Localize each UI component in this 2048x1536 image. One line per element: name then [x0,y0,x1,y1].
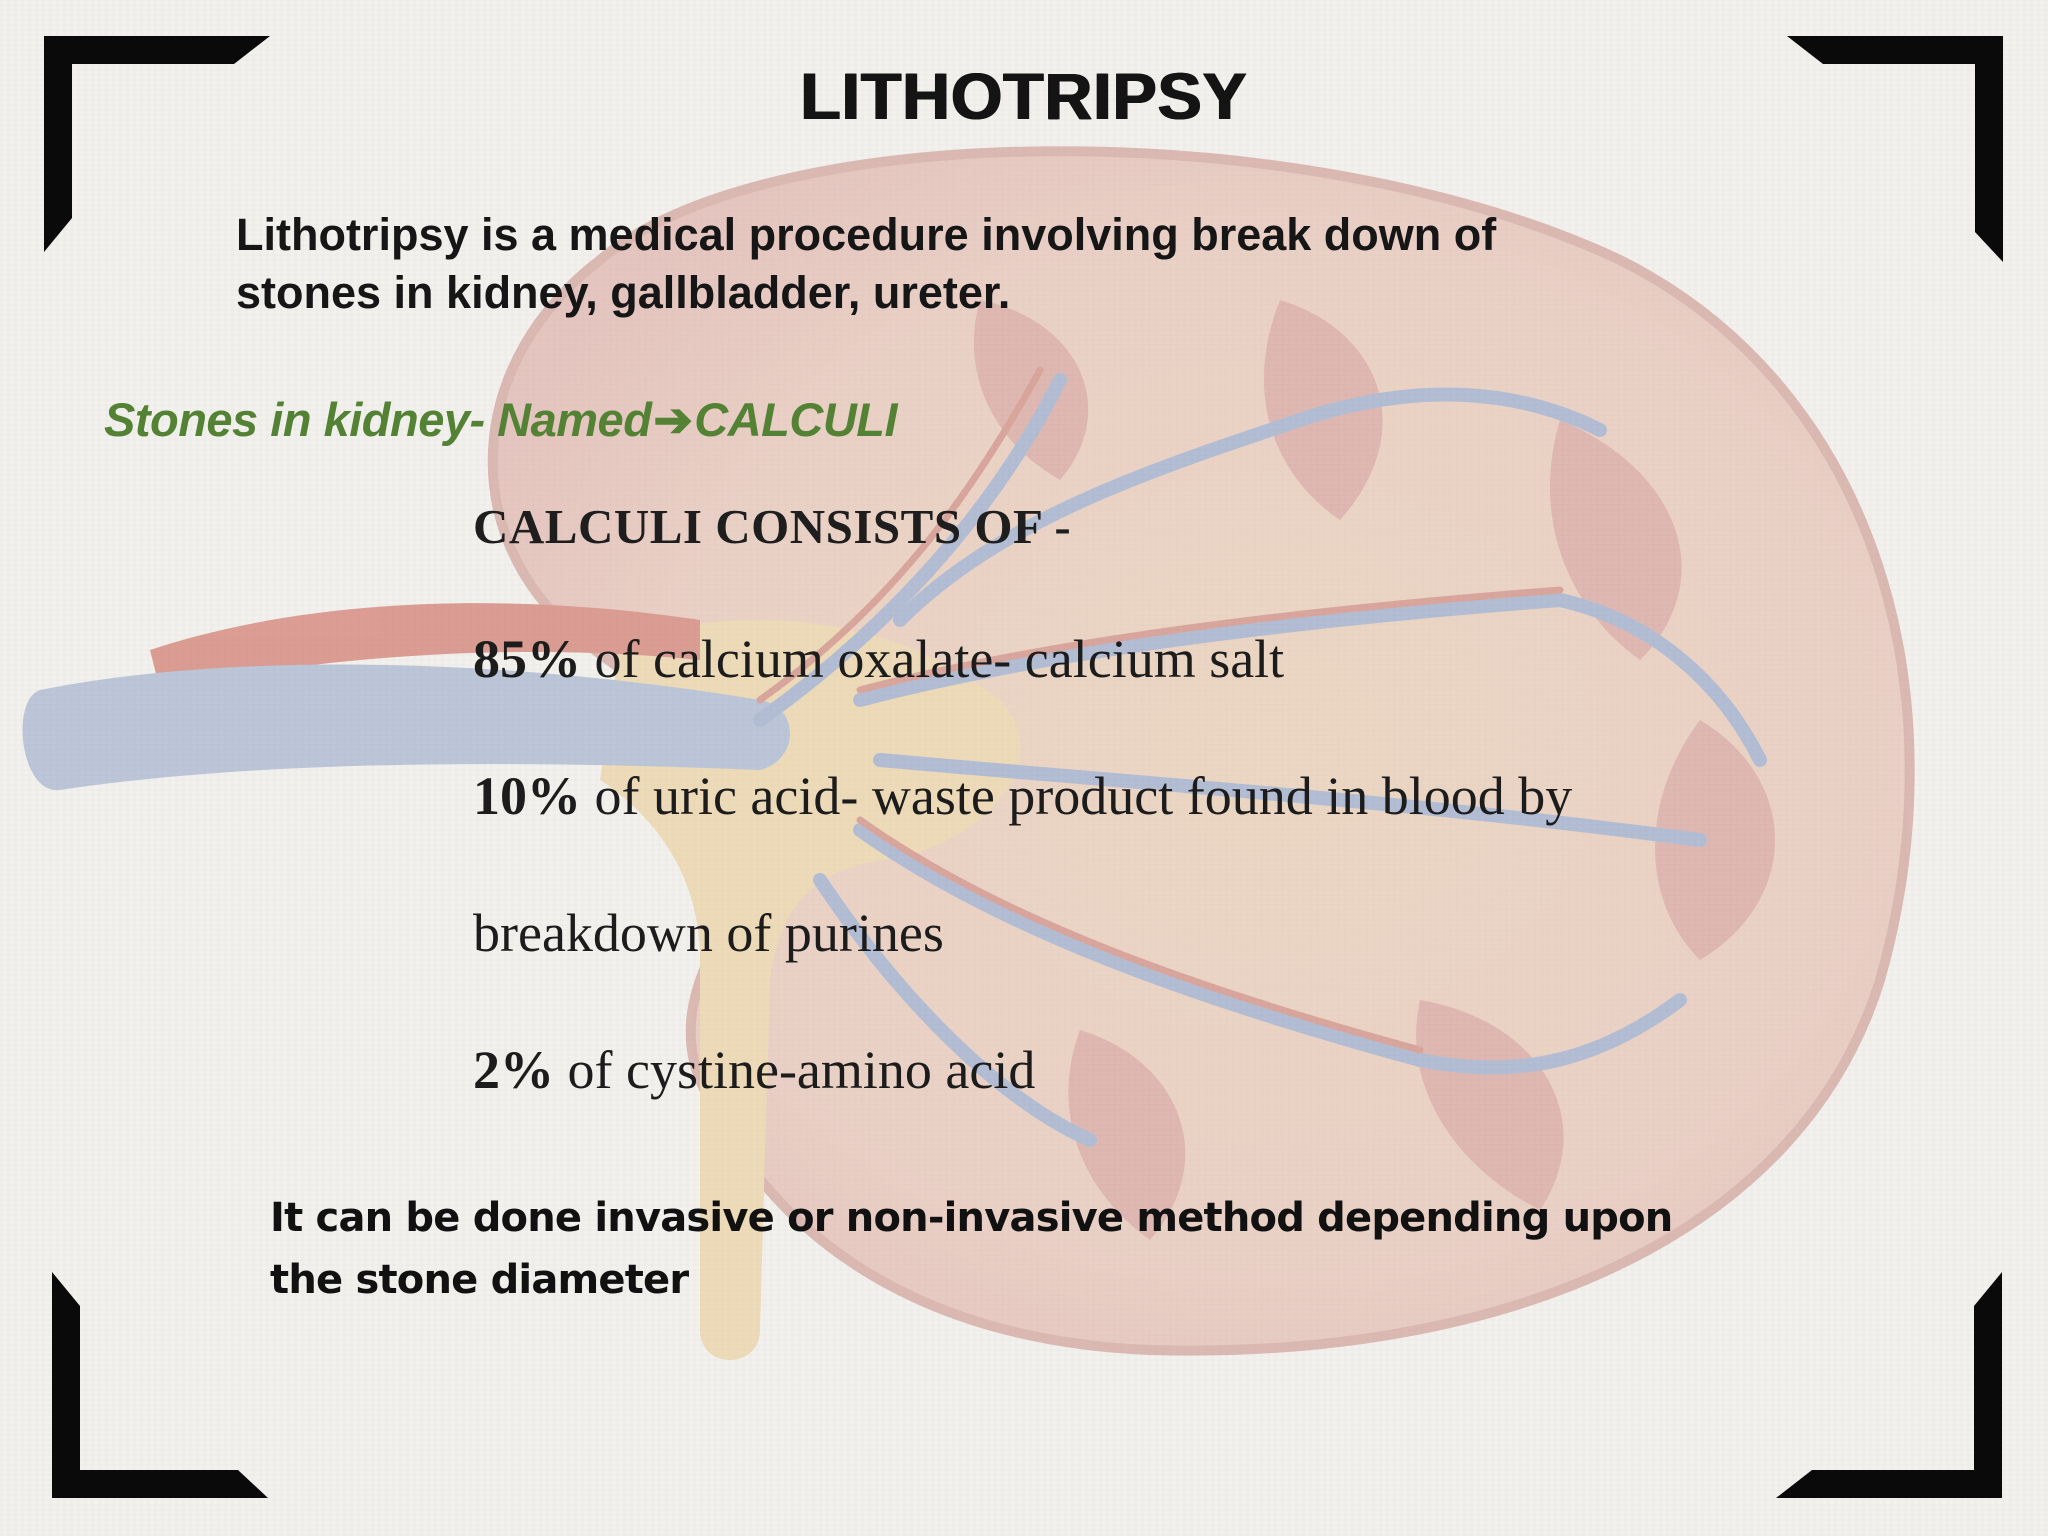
slide-title: LITHOTRIPSY [800,59,1248,133]
corner-bracket-bottom-left [52,1272,272,1502]
corner-bracket-bottom-right [1776,1272,2006,1502]
composition-percent: 85% [473,629,581,689]
composition-text: of calcium oxalate- calcium salt [581,629,1285,689]
composition-percent: 10% [473,766,581,826]
composition-item [473,628,1284,690]
composition-item [473,1039,1035,1101]
subhead-term: CALCULI [694,393,898,446]
right-arrow-icon: ➔ [653,393,693,446]
intro-line-1: Lithotripsy is a medical procedure involving break down of [236,209,1497,260]
composition-text: of uric acid- waste product found in blood by [581,766,1573,826]
method-note-line-2: the stone diameter [270,1257,689,1303]
method-note [270,1187,1720,1311]
composition-text: breakdown of purines [473,903,944,963]
calculi-subheading [104,392,897,448]
intro-paragraph [236,206,1796,322]
intro-line-2: stones in kidney, gallbladder, ureter. [236,267,1011,318]
subhead-prefix: Stones in kidney- Named [104,393,652,446]
composition-item-continued [473,902,944,964]
composition-item [473,765,1572,827]
composition-percent: 2% [473,1040,554,1100]
composition-text: of cystine-amino acid [554,1040,1036,1100]
method-note-line-1: It can be done invasive or non-invasive method depending upon [270,1195,1673,1241]
consists-heading: CALCULI CONSISTS OF - [473,499,1072,554]
